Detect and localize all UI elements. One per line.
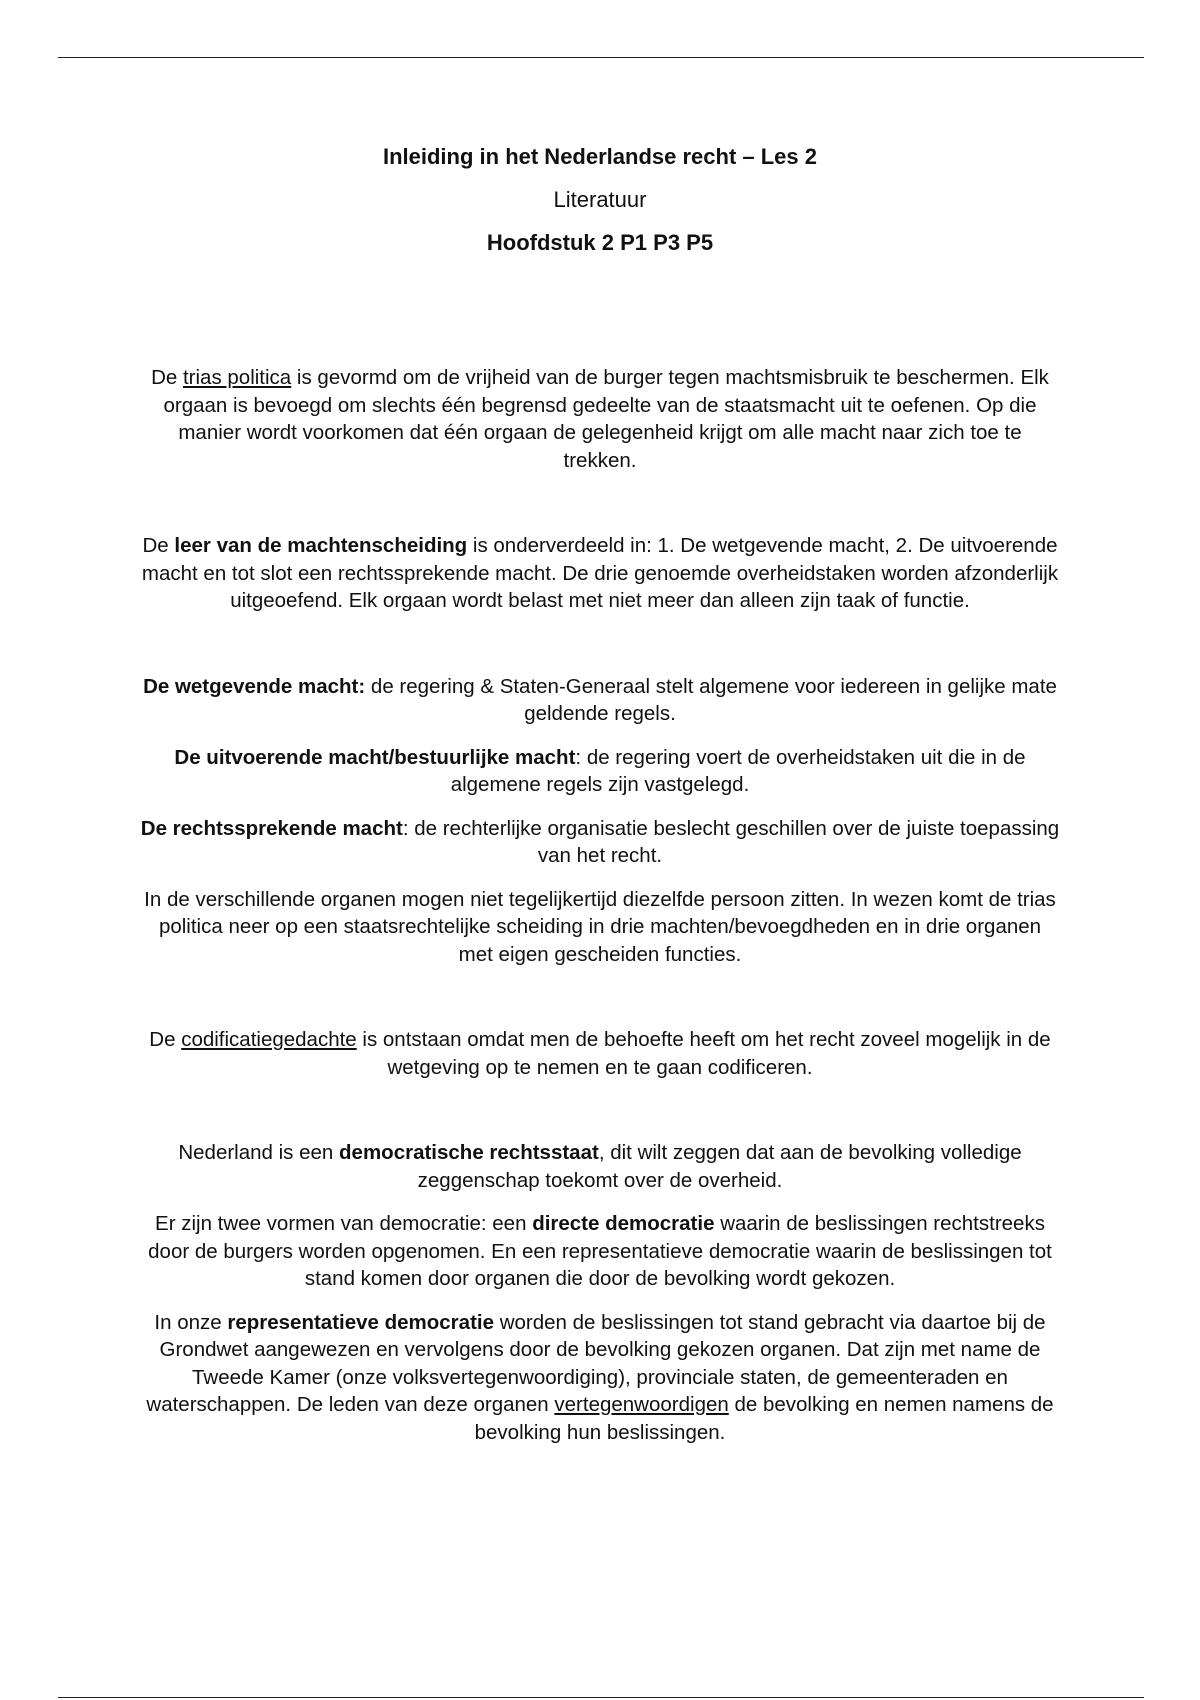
- paragraph-rechtssprekende-macht: De rechtssprekende macht: de rechterlijke organisatie beslecht geschillen over de juiste toepassing van het recht.: [140, 816, 1060, 867]
- term-rechtssprekende-macht: De rechtssprekende macht: [140, 816, 403, 840]
- term-vertegenwoordigen: vertegenwoordigen: [554, 1393, 729, 1416]
- term-machtenscheiding: leer van de machtenscheiding: [174, 534, 468, 557]
- top-rule: [58, 57, 1144, 58]
- paragraph-organen: In de verschillende organen mogen niet tegelijkertijd diezelfde persoon zitten. In wezen komt de trias politica neer op een staatsrechtelijke scheiding in drie machten/bevoegdheden en in drie organen met eigen gescheiden functies.: [144, 887, 1056, 966]
- paragraph-machtenscheiding: De leer van de machtenscheiding is onderverdeeld in: 1. De wetgevende macht, 2. De uitvoerende macht en tot slot een rechtssprekende macht. De drie genoemde overheidstaken worden afzonderlijk uitgeoefend. Elk orgaan wordt belast met niet meer dan alleen zijn taak of functie.: [141, 534, 1059, 612]
- term-wetgevende-macht: De wetgevende macht:: [143, 674, 366, 698]
- paragraph-representatieve-democratie: In onze representatieve democratie worden de beslissingen tot stand gebracht via daartoe bij de Grondwet aangewezen en vervolgens door de bevolking gekozen organen. Dat zijn met name de Tweede Kamer (onze volksvertegenwoordiging), provinciale staten, de gemeenteraden en waterschappen. De leden van deze organen vertegenwoordigen de bevolking en nemen namens de bevolking hun beslissingen.: [146, 1310, 1054, 1444]
- bottom-rule: [58, 1697, 1144, 1698]
- paragraph-wetgevende-macht: De wetgevende macht: de regering & Staten-Generaal stelt algemene voor iedereen in gelijke mate geldende regels.: [143, 674, 1057, 725]
- term-directe-democratie: directe democratie: [532, 1212, 715, 1235]
- term-trias-politica: trias politica: [182, 366, 292, 389]
- paragraph-trias-politica: De trias politica is gevormd om de vrijheid van de burger tegen machtsmisbruik te beschermen. Elk orgaan is bevoegd om slechts één begrensd gedeelte van de staatsmacht uit te oefenen. Op die manier wordt voorkomen dat één orgaan de gelegenheid krijgt om alle macht naar zich toe te trekken.: [151, 366, 1049, 472]
- document-body: [140, 142, 1060, 1462]
- paragraph-uitvoerende-macht: De uitvoerende macht/bestuurlijke macht: de regering voert de overheidstaken uit die in de algemene regels zijn vastgelegd.: [174, 745, 1026, 796]
- document-title: Inleiding in het Nederlandse recht – Les 2: [382, 144, 817, 169]
- paragraph-vormen-democratie: Er zijn twee vormen van democratie: een directe democratie waarin de beslissingen rechtstreeks door de burgers worden opgenomen. En een representatieve democratie waarin de beslissingen tot stand komen door organen die door de bevolking wordt gekozen.: [148, 1212, 1052, 1290]
- document-subtitle: Literatuur: [553, 187, 647, 212]
- chapter-heading: Hoofdstuk 2 P1 P3 P5: [486, 230, 714, 255]
- paragraph-rechtsstaat: Nederland is een democratische rechtsstaat, dit wilt zeggen dat aan de bevolking volledige zeggenschap toekomt over de overheid.: [178, 1141, 1022, 1192]
- term-codificatiegedachte: codificatiegedachte: [181, 1028, 357, 1051]
- term-democratische-rechtsstaat: democratische rechtsstaat: [339, 1141, 599, 1164]
- term-uitvoerende-macht: De uitvoerende macht/bestuurlijke macht: [174, 745, 576, 769]
- paragraph-codificatie: De codificatiegedachte is ontstaan omdat men de behoefte heeft om het recht zoveel mogelijk in de wetgeving op te nemen en te gaan codificeren.: [149, 1028, 1051, 1079]
- term-representatieve-democratie: representatieve democratie: [227, 1310, 494, 1334]
